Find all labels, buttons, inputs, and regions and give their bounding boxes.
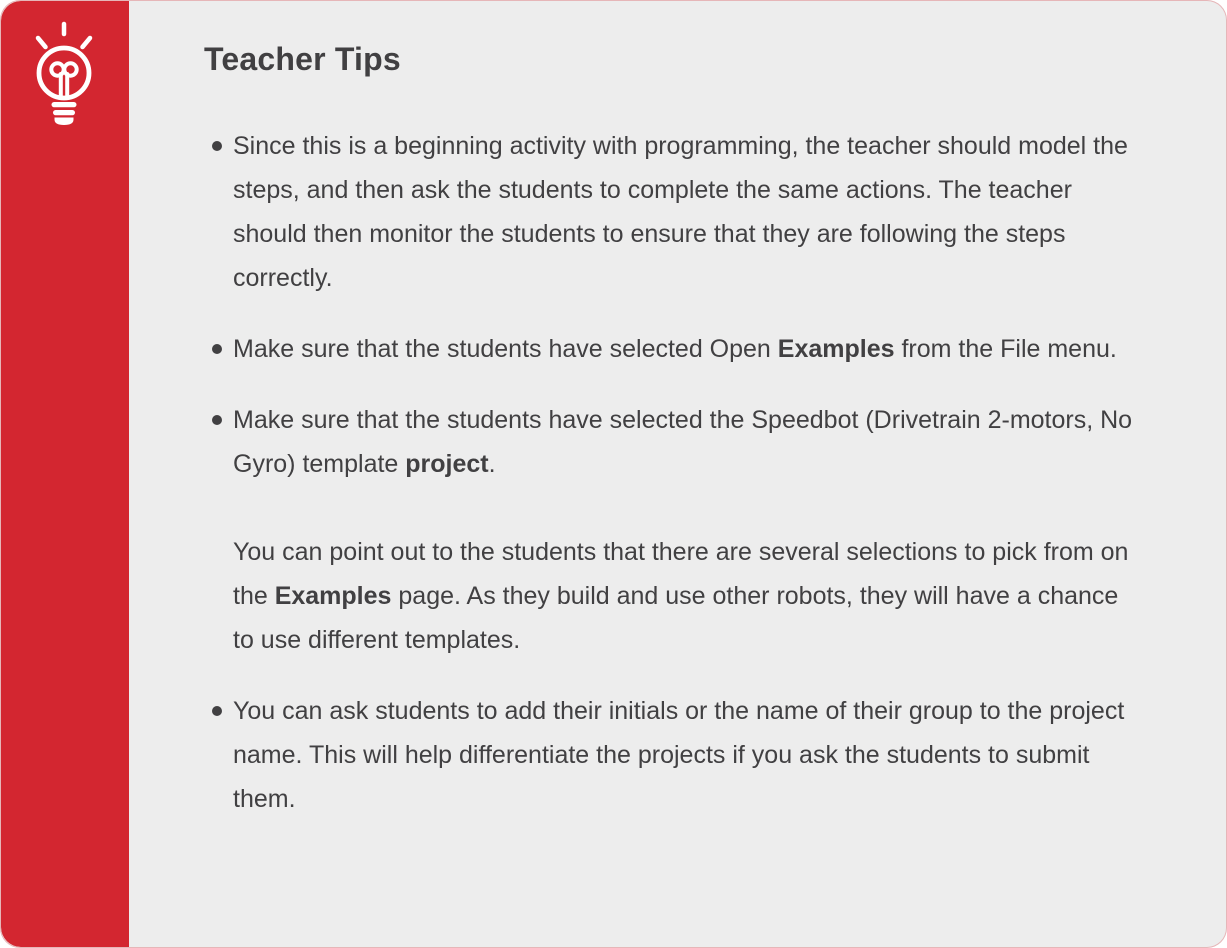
tip-item [204,398,1138,486]
tip-item [204,327,1138,371]
bullet-dot-icon [212,344,222,354]
tip-text: Make sure that the students have selected Open Examples from the File menu. [233,335,1117,363]
tip-text: You can point out to the students that there are several selections to pick from on the Examples page. As they build and use other robots, they will have a chance to use different templates. [233,538,1129,654]
tips-list [204,124,1138,821]
lightbulb-icon [28,21,100,125]
tip-text: You can ask students to add their initials or the name of their group to the project name. This will help differentiate the projects if you ask the students to submit them. [233,697,1125,813]
tip-item [204,124,1138,300]
tip-note-paragraph [204,530,1138,662]
page-title: Teacher Tips [204,41,401,77]
bullet-dot-icon [212,415,222,425]
tip-item [204,689,1138,821]
tip-text: Make sure that the students have selected the Speedbot (Drivetrain 2-motors, No Gyro) template project. [233,406,1133,478]
bullet-dot-icon [212,706,222,716]
accent-sidebar [1,1,129,947]
bullet-dot-icon [212,141,222,151]
tips-content [129,1,1226,947]
tip-text: Since this is a beginning activity with programming, the teacher should model the steps, and then ask the students to complete the same actions. The teacher should then monitor the students to ensure that they are following the steps correctly. [233,132,1128,292]
